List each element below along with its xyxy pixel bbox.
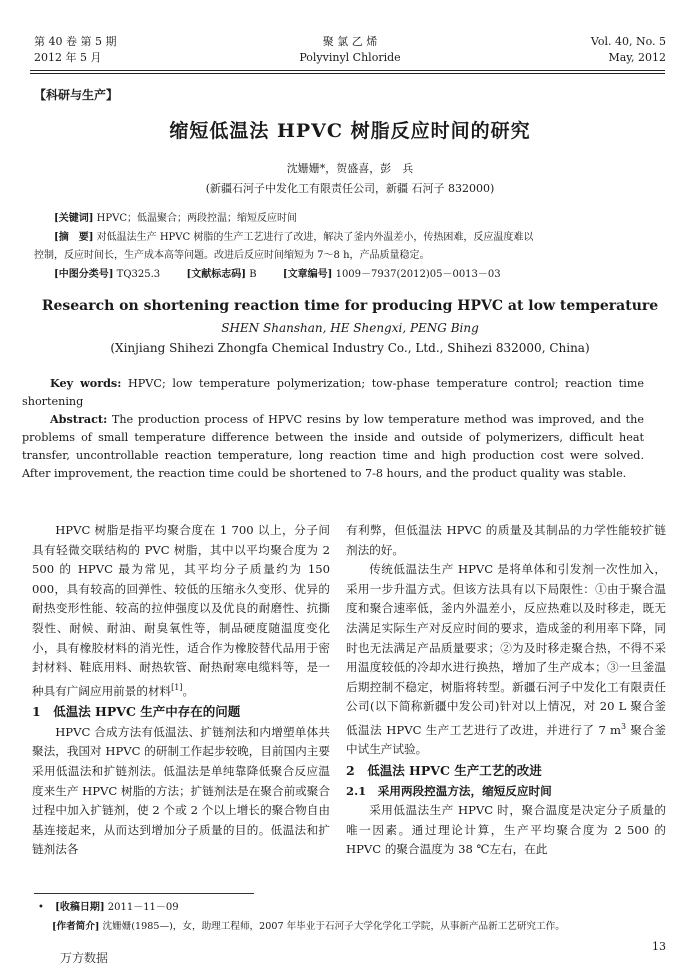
keywords-cn-label: [关键词] — [54, 213, 94, 224]
page-number: 13 — [652, 940, 666, 953]
superscript: 3 — [621, 721, 627, 731]
header-volume: 第 40 卷 第 5 期 — [34, 35, 117, 48]
paragraph: HPVC 合成方法有低温法、扩链剂法和内增塑单体共聚法，我国对 HPVC 的研制工作起步较晚，目前国内主要采用低温法和扩链剂法。低温法是单纯靠降低聚合反应温度来生产 HPVC 树脂的方法；扩链剂法是在聚合前或聚合过程中加入扩链剂，使 2 个或 2 个以上增长的聚合物自由基连接起来，从而达到增加分子质量的目的。低温法和扩链剂法各 — [32, 724, 330, 857]
classification-line — [54, 266, 674, 284]
received-date: 2011－11－09 — [107, 902, 179, 913]
footnote-bio — [52, 918, 672, 935]
paragraph — [32, 521, 330, 701]
affiliation-en: (Xinjiang Shihezi Zhongfa Chemical Industry Co., Ltd., Shihezi 832000, China) — [110, 341, 590, 355]
paragraph-text: 传统低温法生产 HPVC 是将单体和引发剂一次性加入，采用一步升温方式。但该方法具有以下局限性：①由于聚合温度和聚合速率低，釜内外温差小，反应热难以及时移走，既无法满足实际生产对反应时间的要求，造成釜的利用率下降，同时也无法满足产品质量要求；②为及时移走聚合热，不得不采用温度较低的冷却水进行换热，增加了生产成本；③一旦釜温后期控制不稳定，树脂将转型。新疆石河子中发化工有限责任公司(以下简称新疆中发公司)针对以上情况，对 20 L 聚合釜低温法 HPVC 生产工艺进行了改进，并进行了 7 m — [346, 562, 666, 737]
header-date-en: May, 2012 — [608, 51, 666, 64]
header-rule-thin — [30, 73, 665, 74]
keywords-cn — [54, 210, 654, 228]
keywords-en-label: Key words: — [50, 376, 122, 390]
keywords-cn-text: HPVC；低温聚合；两段控温；缩短反应时间 — [96, 213, 297, 224]
body-right-column — [346, 521, 666, 860]
body-left-column — [32, 521, 330, 860]
footnote-rule — [34, 893, 254, 894]
section-heading: 2 低温法 HPVC 生产工艺的改进 — [346, 762, 542, 778]
header-rule — [30, 70, 665, 71]
affiliation-cn: (新疆石河子中发化工有限责任公司，新疆 石河子 832000) — [205, 182, 495, 195]
paper-title-en: Research on shortening reaction time for producing HPVC at low temperature — [41, 298, 659, 314]
subsection-heading: 2.1 采用两段控温方法，缩短反应时间 — [346, 783, 552, 798]
paragraph: 有利弊，但低温法 HPVC 的质量及其制品的力学性能较扩链剂法的好。 — [346, 523, 666, 557]
paragraph — [346, 560, 666, 760]
received-label: [收稿日期] — [55, 902, 105, 913]
paragraph-text-end: 。 — [182, 683, 195, 698]
article-number-value: 1009－7937(2012)05－0013－03 — [335, 269, 501, 280]
abstract-cn-line1: 对低温法生产 HPVC 树脂的生产工艺进行了改进，解决了釜内外温差小，传热困难，反应温度难以 — [96, 232, 534, 243]
doc-code-value: B — [249, 269, 257, 280]
abstract-cn-label: [摘 要] — [54, 232, 94, 243]
bio-text: 沈姗姗(1985—)，女，助理工程师，2007 年毕业于石河子大学化学化工学院，从事新产品新工艺研究工作。 — [102, 921, 565, 932]
paragraph: 采用低温法生产 HPVC 时，聚合温度是决定分子质量的唯一因素。通过理论计算，生产平均聚合度为 2 500 的 HPVC 的聚合温度为 38 ℃左右，在此 — [346, 803, 666, 857]
abstract-cn-line2: 控制，反应时间长，生产成本高等问题。改进后反应时间缩短为 7～8 h，产品质量稳定。 — [34, 250, 430, 261]
authors-cn: 沈姗姗*，贺盛喜，彭 兵 — [286, 162, 414, 175]
clc-label: [中图分类号] — [54, 269, 114, 280]
abstract-cn-cont — [34, 247, 674, 265]
bullet: • — [38, 902, 44, 913]
doc-code-label: [文献标志码] — [186, 269, 246, 280]
watermark: 万方数据 — [60, 951, 109, 965]
header-journal-en: Polyvinyl Chloride — [299, 51, 401, 64]
category-label: 【科研与生产】 — [34, 88, 119, 102]
clc-value: TQ325.3 — [116, 269, 161, 280]
abstract-en-text: The production process of HPVC resins by low temperature method was improved, and the problems of small temperature difference between the inside and outside of polymerizers, difficult heat transfer, uncontrollable reaction temperature, long reaction time and high production cost were solved. After improvement, the reaction time could be shortened to 7-8 hours, and the product quality was stable. — [22, 413, 644, 480]
footnote-received — [38, 899, 668, 916]
paper-title-cn: 缩短低温法 HPVC 树脂反应时间的研究 — [169, 120, 531, 142]
abstract-en — [22, 410, 644, 483]
keywords-en-text: HPVC; low temperature polymerization; tow-phase temperature control; reaction time shortening — [22, 377, 644, 408]
section-heading: 1 低温法 HPVC 生产中存在的问题 — [32, 704, 241, 720]
header-journal-cn: 聚 氯 乙 烯 — [322, 35, 378, 48]
keywords-en — [22, 374, 644, 411]
abstract-en-label: Abstract: — [50, 412, 108, 426]
abstract-cn — [54, 229, 674, 247]
paragraph-text-end: 聚合釜中试生产试验。 — [346, 722, 666, 757]
citation: [1] — [171, 682, 183, 692]
article-number-label: [文章编号] — [282, 269, 333, 280]
authors-en: SHEN Shanshan, HE Shengxi, PENG Bing — [221, 321, 479, 335]
bio-label: [作者简介] — [52, 921, 100, 932]
header-volume-en: Vol. 40, No. 5 — [590, 35, 666, 48]
header-date: 2012 年 5 月 — [34, 51, 102, 64]
paragraph-text: HPVC 树脂是指平均聚合度在 1 700 以上，分子间具有轻微交联结构的 PVC 树脂，其中以平均聚合度为 2 500 的 HPVC 最为常见，其平均分子质量约为 150 000，具有较高的回弹性、较低的压缩永久变形、优异的耐热变形性能、较高的拉伸强度以及优良的耐磨性、抗撕裂性、耐候、耐油、耐臭氧性等，制品硬度随温度变化小，具有橡胶材料的消光性，适合作为橡胶替代品用于密封材料、鞋底用料、耐热软管、耐热耐寒电缆料等，是一种具有广阔应用前景的材料 — [32, 523, 330, 698]
